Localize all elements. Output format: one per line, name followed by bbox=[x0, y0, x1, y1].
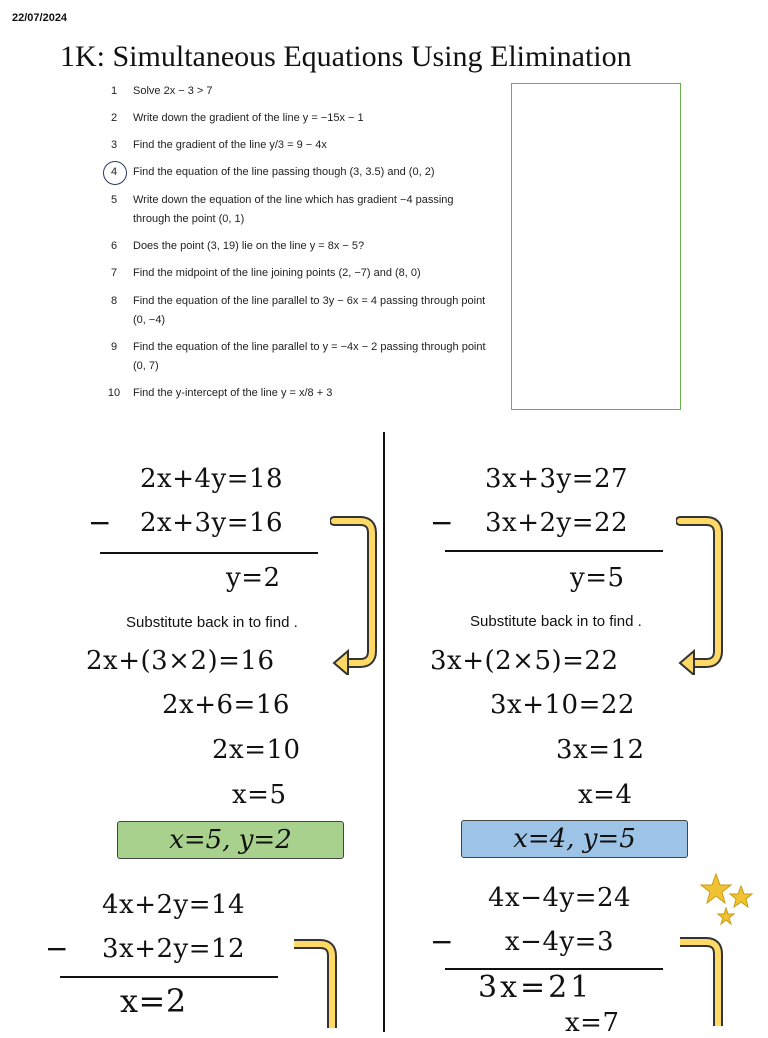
step-2: 2x=10 bbox=[212, 735, 301, 765]
minus-sign: − bbox=[430, 925, 454, 958]
step-1: 3x+10=22 bbox=[490, 690, 635, 720]
question-number: 4 bbox=[110, 166, 118, 178]
page-title: 1K: Simultaneous Equations Using Elimination bbox=[60, 40, 632, 73]
step-1: 2x+6=16 bbox=[162, 690, 290, 720]
question-number: 10 bbox=[107, 387, 121, 399]
question-number: 3 bbox=[110, 139, 118, 151]
substitute-note: Substitute back in to find . bbox=[126, 614, 298, 631]
substitution-step: 3x+(2×5)=22 bbox=[430, 646, 619, 676]
difference-result: 3x=21 bbox=[478, 970, 593, 1005]
subtraction-line bbox=[445, 550, 663, 552]
hook-arrow-icon bbox=[676, 936, 726, 1026]
date: 22/07/2024 bbox=[12, 12, 68, 24]
question-number: 6 bbox=[110, 240, 118, 252]
question-number: 8 bbox=[110, 295, 118, 307]
equation-1: 3x+3y=27 bbox=[485, 464, 629, 494]
equation-1: 4x−4y=24 bbox=[488, 883, 632, 913]
difference-result: y=2 bbox=[226, 563, 281, 593]
minus-sign: − bbox=[88, 506, 112, 539]
question-number: 2 bbox=[110, 112, 118, 124]
question-number: 5 bbox=[110, 194, 118, 206]
equation-2: 3x+2y=22 bbox=[485, 508, 629, 538]
equation-2: 2x+3y=16 bbox=[140, 508, 284, 538]
answer-box bbox=[511, 83, 681, 410]
step-3: x=4 bbox=[578, 780, 633, 810]
question-text: Find the y-intercept of the line y = x/8 + 3 bbox=[133, 387, 333, 399]
question-text: Find the equation of the line passing though (3, 3.5) and (0, 2) bbox=[133, 166, 435, 178]
question-number: 1 bbox=[110, 85, 118, 97]
step-3: x=5 bbox=[232, 780, 287, 810]
equation-2: x−4y=3 bbox=[505, 927, 615, 957]
question-number: 7 bbox=[110, 267, 118, 279]
question-text: Find the equation of the line parallel to 3y − 6x = 4 passing through point (0, −4) bbox=[133, 295, 486, 326]
hook-arrow-icon bbox=[290, 938, 340, 1028]
step-2: 3x=12 bbox=[556, 735, 645, 765]
stars-icon bbox=[700, 872, 756, 926]
minus-sign: − bbox=[430, 506, 454, 539]
subtraction-line bbox=[100, 552, 318, 554]
minus-sign: − bbox=[45, 932, 69, 965]
equation-2: 3x+2y=12 bbox=[102, 934, 246, 964]
substitution-step: 2x+(3×2)=16 bbox=[86, 646, 275, 676]
hook-arrow-icon bbox=[676, 515, 726, 675]
column-divider bbox=[383, 432, 385, 1032]
equation-1: 4x+2y=14 bbox=[102, 890, 246, 920]
question-text: Does the point (3, 19) lie on the line y = 8x − 5? bbox=[133, 240, 365, 252]
question-text: Find the gradient of the line y/3 = 9 − 4x bbox=[133, 139, 327, 151]
next-step: x=7 bbox=[565, 1008, 620, 1038]
question-text: Find the equation of the line parallel to y = −4x − 2 passing through point (0, 7) bbox=[133, 341, 486, 372]
difference-result: y=5 bbox=[570, 563, 625, 593]
question-text: Write down the gradient of the line y = −15x − 1 bbox=[133, 112, 364, 124]
question-text: Solve 2x − 3 > 7 bbox=[133, 85, 213, 97]
difference-result: x=2 bbox=[120, 982, 187, 1020]
answer-highlight: x=4, y=5 bbox=[461, 820, 688, 858]
question-number: 9 bbox=[110, 341, 118, 353]
question-text: Write down the equation of the line which has gradient −4 passing through the point (0, 1) bbox=[133, 194, 454, 225]
subtraction-line bbox=[60, 976, 278, 978]
hook-arrow-icon bbox=[330, 515, 380, 675]
question-text: Find the midpoint of the line joining points (2, −7) and (8, 0) bbox=[133, 267, 421, 279]
substitute-note: Substitute back in to find . bbox=[470, 613, 642, 630]
equation-1: 2x+4y=18 bbox=[140, 464, 284, 494]
answer-highlight: x=5, y=2 bbox=[117, 821, 344, 859]
